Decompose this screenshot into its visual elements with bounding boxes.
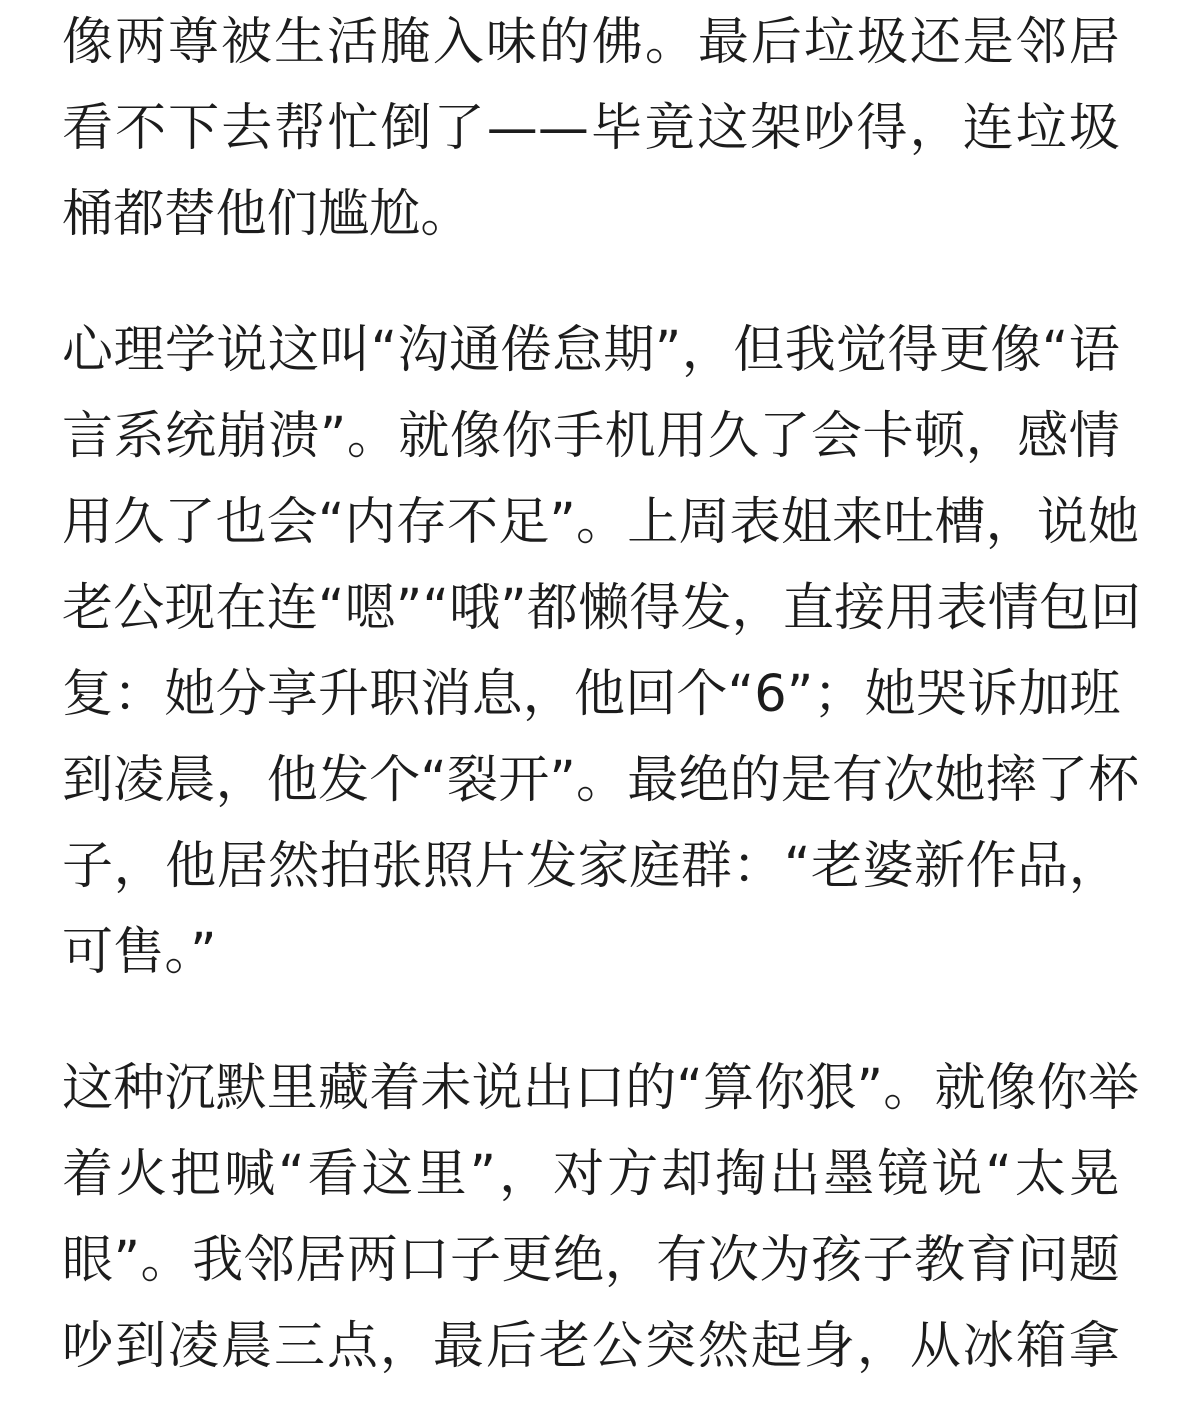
text-line: 像两尊被生活腌入味的佛。最后垃圾还是邻居 [62,13,1120,72]
text-line: 言系统崩溃”。就像你手机用久了会卡顿，感情 [62,407,1120,466]
text-line: 子，他居然拍张照片发家庭群：“老婆新作品， [62,837,1120,896]
paragraph-1 [62,0,1120,258]
text-line: 心理学说这叫“沟通倦怠期”，但我觉得更像“语 [62,321,1120,380]
text-line: 到凌晨，他发个“裂开”。最绝的是有次她摔了杯 [62,751,1140,810]
paragraph-2 [62,308,1142,996]
text-line: 眼”。我邻居两口子更绝，有次为孩子教育问题 [62,1231,1120,1290]
text-line: 这种沉默里藏着未说出口的“算你狠”。就像你举 [62,1059,1140,1118]
text-line: 复：她分享升职消息，他回个“6”；她哭诉加班 [62,665,1121,724]
text-line: 看不下去帮忙倒了——毕竟这架吵得，连垃圾 [62,99,1120,158]
paragraph-3 [62,1046,1140,1390]
paragraph-spacer [62,996,1120,1046]
text-line: 老公现在连“嗯”“哦”都懒得发，直接用表情包回 [62,579,1142,638]
text-line: 桶都替他们尴尬。 [62,185,472,244]
text-line: 吵到凌晨三点，最后老公突然起身，从冰箱拿 [62,1317,1120,1376]
text-line: 着火把喊“看这里”，对方却掏出墨镜说“太晃 [62,1145,1120,1204]
text-line: 用久了也会“内存不足”。上周表姐来吐槽，说她 [62,493,1140,552]
text-line: 可售。” [62,923,217,982]
paragraph-spacer [62,258,1120,308]
article-body [62,0,1142,1390]
